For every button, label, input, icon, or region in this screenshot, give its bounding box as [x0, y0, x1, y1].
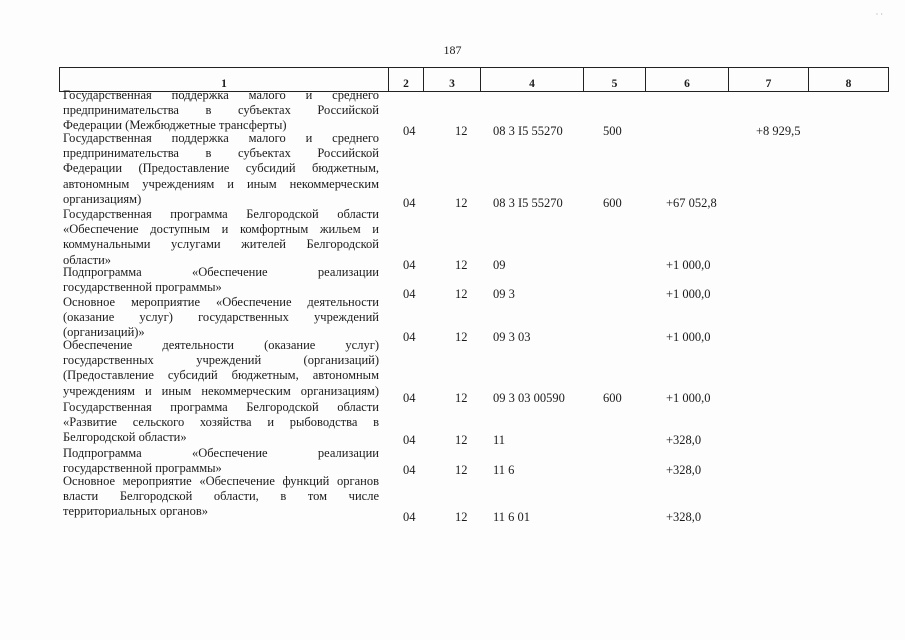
subsection-code: 12 — [455, 433, 468, 447]
description-line: Государственная поддержка малого и среднего — [63, 88, 379, 102]
header-col-5: 5 — [583, 67, 646, 92]
description-line: (Предоставление субсидий бюджетным, автономным — [63, 368, 379, 383]
row-description — [63, 400, 379, 446]
header-col-4: 4 — [480, 67, 584, 92]
section-code: 04 — [403, 287, 416, 301]
description-line: Основное мероприятие «Обеспечение функций органов — [63, 474, 379, 488]
amount-col7: +8 929,5 — [756, 124, 801, 138]
description-line: организациям) — [63, 191, 142, 206]
header-col-2: 2 — [388, 67, 424, 92]
section-code: 04 — [403, 510, 416, 524]
description-line: «Развитие сельского хозяйства и рыбоводства в — [63, 415, 379, 430]
row-description — [63, 88, 379, 134]
description-line: (организаций)» — [63, 325, 145, 340]
amount-col6: +328,0 — [666, 463, 702, 477]
target-article-code: 09 3 03 — [493, 330, 531, 344]
section-code: 04 — [403, 433, 416, 447]
target-article-code: 11 6 01 — [493, 510, 531, 524]
subsection-code: 12 — [455, 124, 468, 138]
header-col-3: 3 — [423, 67, 481, 92]
row-description — [63, 265, 379, 295]
description-line: государственной программы» — [63, 280, 222, 295]
amount-col6: +1 000,0 — [666, 287, 711, 301]
description-line: предпринимательства в субъектах Российской — [63, 146, 379, 161]
amount-col6: +67 052,8 — [666, 196, 717, 210]
page-number: 187 — [443, 43, 462, 57]
description-line: Федерации (Предоставление субсидий бюджетным, — [63, 161, 379, 176]
section-code: 04 — [403, 258, 416, 272]
expense-type-code: 600 — [603, 196, 622, 210]
subsection-code: 12 — [455, 463, 468, 477]
subsection-code: 12 — [455, 510, 468, 524]
description-line: учреждениям и иным некоммерческим организациям) — [63, 383, 379, 398]
section-code: 04 — [403, 196, 416, 210]
description-line: «Обеспечение доступным и комфортным жильем и — [63, 222, 379, 237]
description-line: Обеспечение деятельности (оказание услуг) — [63, 338, 379, 352]
section-code: 04 — [403, 463, 416, 477]
amount-col6: +328,0 — [666, 433, 702, 447]
description-line: Подпрограмма «Обеспечение реализации — [63, 446, 379, 460]
section-code: 04 — [403, 124, 416, 138]
header-col-7: 7 — [728, 67, 809, 92]
description-line: коммунальными услугами жителей Белгородской — [63, 237, 379, 252]
header-col-6: 6 — [645, 67, 729, 92]
description-line: Государственная программа Белгородской области — [63, 207, 379, 221]
expense-type-code: 500 — [603, 124, 622, 138]
subsection-code: 12 — [455, 330, 468, 344]
section-code: 04 — [403, 330, 416, 344]
target-article-code: 11 — [493, 433, 506, 447]
target-article-code: 08 3 I5 55270 — [493, 196, 563, 210]
description-line: автономным учреждениям и иным некоммерческим — [63, 176, 379, 191]
description-line: Белгородской области» — [63, 430, 187, 445]
description-line: Государственная поддержка малого и среднего — [63, 131, 379, 145]
target-article-code: 08 3 I5 55270 — [493, 124, 563, 138]
description-line: области» — [63, 252, 112, 267]
description-line: (оказание услуг) государственных учреждений — [63, 310, 379, 325]
description-line: государственных учреждений (организаций) — [63, 353, 379, 368]
section-code: 04 — [403, 391, 416, 405]
target-article-code: 09 3 — [493, 287, 515, 301]
description-line: Подпрограмма «Обеспечение реализации — [63, 265, 379, 279]
amount-col6: +328,0 — [666, 510, 702, 524]
amount-col6: +1 000,0 — [666, 391, 711, 405]
amount-col6: +1 000,0 — [666, 258, 711, 272]
subsection-code: 12 — [455, 391, 468, 405]
subsection-code: 12 — [455, 196, 468, 210]
description-line: территориальных органов» — [63, 504, 209, 519]
header-col-8: 8 — [808, 67, 889, 92]
target-article-code: 11 6 — [493, 463, 515, 477]
target-article-code: 09 3 03 00590 — [493, 391, 565, 405]
row-description — [63, 446, 379, 476]
subsection-code: 12 — [455, 258, 468, 272]
row-description — [63, 474, 379, 520]
subsection-code: 12 — [455, 287, 468, 301]
row-description — [63, 207, 379, 268]
target-article-code: 09 — [493, 258, 506, 272]
expense-type-code: 600 — [603, 391, 622, 405]
row-description — [63, 295, 379, 341]
description-line: Государственная программа Белгородской области — [63, 400, 379, 414]
corner-mark: · · — [875, 10, 883, 19]
description-line: Федерации (Межбюджетные трансферты) — [63, 118, 287, 133]
description-line: государственной программы» — [63, 461, 222, 476]
description-line: Основное мероприятие «Обеспечение деятельности — [63, 295, 379, 309]
description-line: власти Белгородской области, в том числе — [63, 489, 379, 504]
row-description — [63, 131, 379, 207]
amount-col6: +1 000,0 — [666, 330, 711, 344]
row-description — [63, 338, 379, 399]
description-line: предпринимательства в субъектах Российской — [63, 103, 379, 118]
header-col-1: 1 — [59, 67, 389, 92]
